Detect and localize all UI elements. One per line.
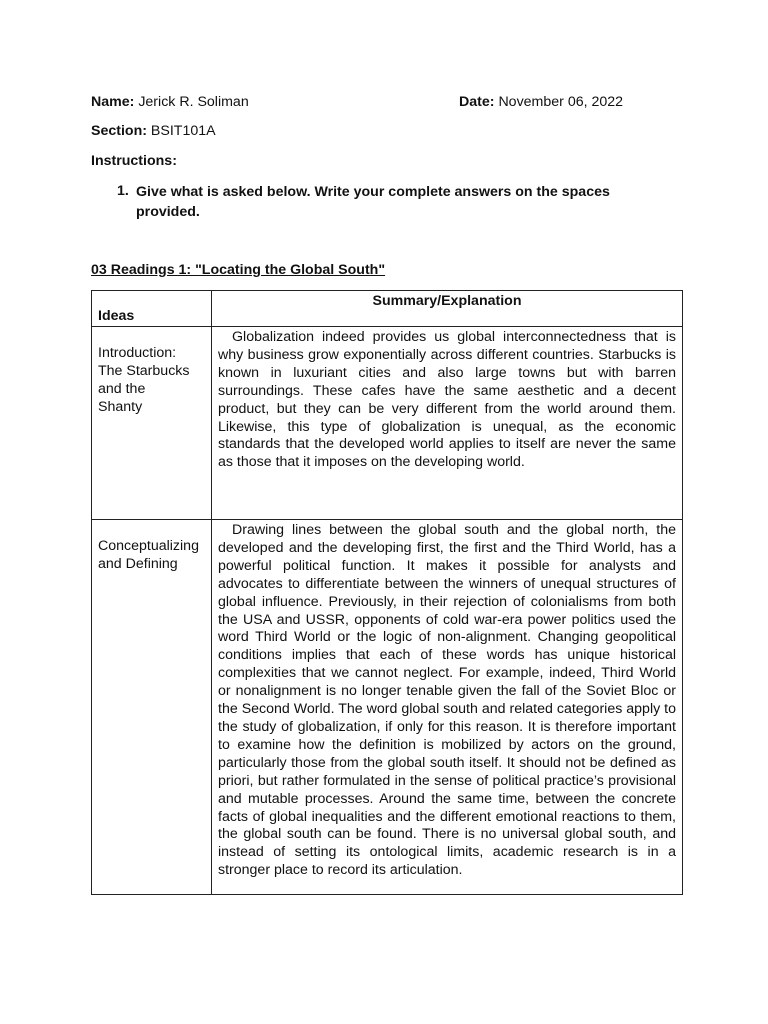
- idea-line: [98, 362, 207, 380]
- section-field: [91, 123, 216, 139]
- instruction-number: 1.: [117, 183, 129, 199]
- reading-title: 03 Readings 1: "Locating the Global South": [91, 262, 386, 278]
- idea-line: Introduction:: [98, 345, 177, 361]
- instructions-label: Instructions:: [91, 153, 177, 169]
- name-label: Name:: [91, 94, 135, 110]
- idea-line: and Defining: [98, 556, 178, 572]
- summary-text: Drawing lines between the global south and the global north, the developed and the developing first, the first and the Third World, has a powerful political function. It makes it possible for analysts and advocates to differentiate between the winners of unequal structures of global influence. Previously, in their rejection of colonialisms from both the USA and USSR, opponents of cold war-era power politics used the word Third World or the logic of non-alignment. Changing geopolitical conditions implies that each of these words has unique historical complexities that we cannot neglect. For example, indeed, Third World or nonalignment is no longer tenable given the fall of the Soviet Bloc or the Second World. The word global south and related categories apply to the study of globalization, if only for this reason. It is therefore important to examine how the definition is mobilized by actors on the ground, particularly those from the global south itself. It should not be defined as priori, but rather formulated in the sense of political practice’s provisional and mutable processes. Around the same time, between the concrete facts of global inequalities and the different emotional reactions to them, the global south can be found. There is no universal global south, and instead of setting its ontological limits, academic research is in a stronger place to record its articulation.: [218, 522, 676, 879]
- date-label: Date:: [459, 94, 495, 110]
- summary-cell: [212, 327, 683, 520]
- ideas-header-text: Ideas: [98, 308, 135, 324]
- table-header-row: [92, 291, 683, 327]
- name-value: Jerick R. Soliman: [138, 94, 249, 110]
- section-value: BSIT101A: [150, 123, 216, 139]
- table-row: [92, 520, 683, 895]
- name-field: [91, 94, 249, 110]
- section-label: Section:: [91, 123, 147, 139]
- table-row: [92, 327, 683, 520]
- idea-cell: [92, 327, 212, 520]
- instruction-text: Give what is asked below. Write your complete answers on the spaces provided.: [136, 184, 610, 220]
- idea-cell: [92, 520, 212, 895]
- idea-line: and the: [98, 381, 146, 397]
- summary-text: Globalization indeed provides us global interconnectedness that is why business grow exponentially across different countries. Starbucks is known in luxuriant cities and also large towns but with barren surroundings. These cafes have the same aesthetic and a decent product, but they can be very different from the world around them. Likewise, this type of globalization is unequal, as the economic standards that the developed world applies to itself are never the same as those that it imposes on the developing world.: [218, 329, 676, 471]
- summary-column-header: Summary/Explanation: [212, 291, 683, 327]
- readings-table: [91, 290, 683, 895]
- date-value: November 06, 2022: [498, 94, 624, 110]
- summary-cell: [212, 520, 683, 895]
- idea-line: Shanty: [98, 399, 143, 415]
- idea-line: Conceptualizing: [98, 538, 199, 554]
- idea-line-text: The Starbucks: [98, 363, 190, 379]
- ideas-column-header: [92, 291, 212, 327]
- date-field: [459, 94, 623, 110]
